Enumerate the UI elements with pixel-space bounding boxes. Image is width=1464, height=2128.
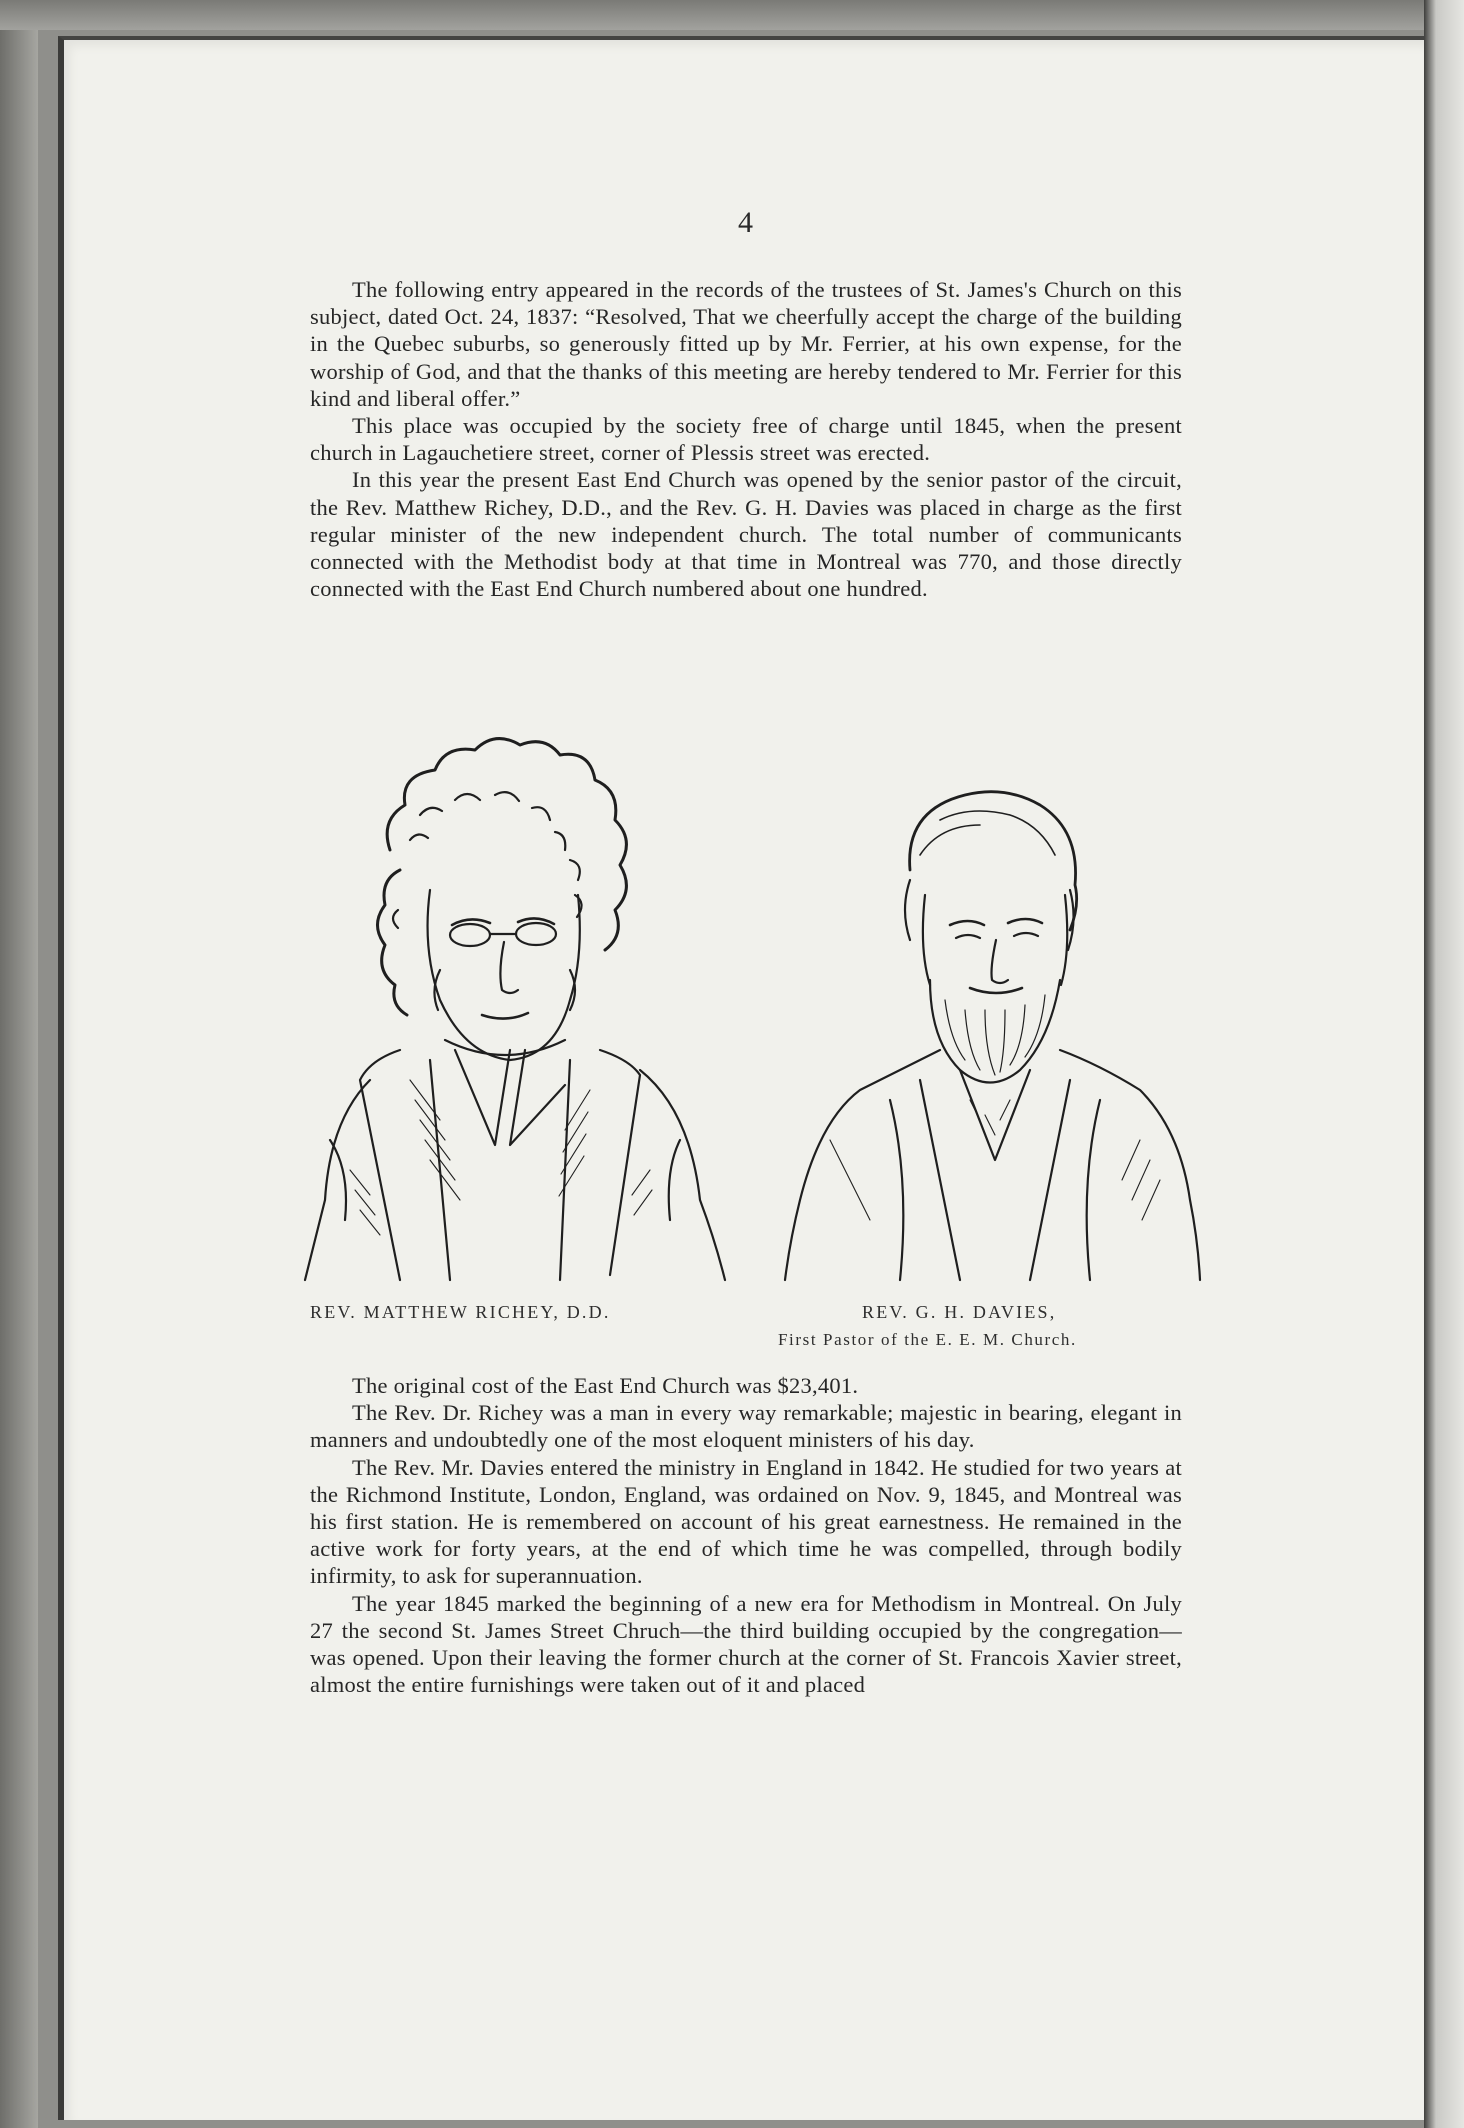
book-binding-left xyxy=(0,0,38,2128)
text-block-top xyxy=(310,276,1182,602)
paragraph: This place was occupied by the society free of charge until 1845, when the present church in Lagauchetiere street, corner of Plessis street was erected. xyxy=(310,413,1182,466)
text-block-bottom xyxy=(310,1372,1182,1698)
paragraph: The original cost of the East End Church was $23,401. xyxy=(352,1373,859,1398)
book-binding-top xyxy=(0,0,1464,30)
paragraph: The year 1845 marked the beginning of a new era for Methodism in Montreal. On July 27 the second St. James Street Chruch—the third building occupied by the congregation—was opened. Upon their leaving the former church at the corner of St. Francois Xavier street, almost the entire furnishings were taken out of it and placed xyxy=(310,1590,1182,1698)
paragraph: The Rev. Dr. Richey was a man in every way remarkable; majestic in bearing, elegant in manners and undoubtedly one of the most eloquent ministers of his day. xyxy=(310,1400,1182,1453)
paragraph: The following entry appeared in the records of the trustees of St. James's Church on this subject, dated Oct. 24, 1837: “Resolved, That we cheerfully accept the charge of the building in the Quebec suburbs, so generously fitted up by Mr. Ferrier, at his own expense, for the worship of God, and that the thanks of this meeting are hereby tendered to Mr. Ferrier for this kind and liberal offer.” xyxy=(310,277,1182,411)
paragraph: In this year the present East End Church was opened by the senior pastor of the circuit, the Rev. Matthew Richey, D.D., and the Rev. G. H. Davies was placed in charge as the first regular minister of the new independent church. The total number of communicants connected with the Methodist body at that time in Montreal was 770, and those directly connected with the East End Church numbered about one hundred. xyxy=(310,467,1182,602)
caption-richey: REV. MATTHEW RICHEY, D.D. xyxy=(310,1302,611,1322)
page-number: 4 xyxy=(738,206,753,239)
portrait-richey xyxy=(270,720,740,1290)
caption-davies-subtitle: First Pastor of the E. E. M. Church. xyxy=(778,1330,1077,1349)
portrait-davies xyxy=(770,720,1220,1290)
paragraph: The Rev. Mr. Davies entered the ministry in England in 1842. He studied for two years at the Richmond Institute, London, England, was ordained on Nov. 9, 1845, and Montreal was his first station. He is remembered on account of his great earnestness. He remained in the active work for forty years, at the end of which time he was compelled, through bodily infirmity, to ask for superannuation. xyxy=(310,1454,1182,1589)
facing-page-edge xyxy=(1424,0,1464,2128)
caption-davies: REV. G. H. DAVIES, xyxy=(862,1302,1057,1322)
